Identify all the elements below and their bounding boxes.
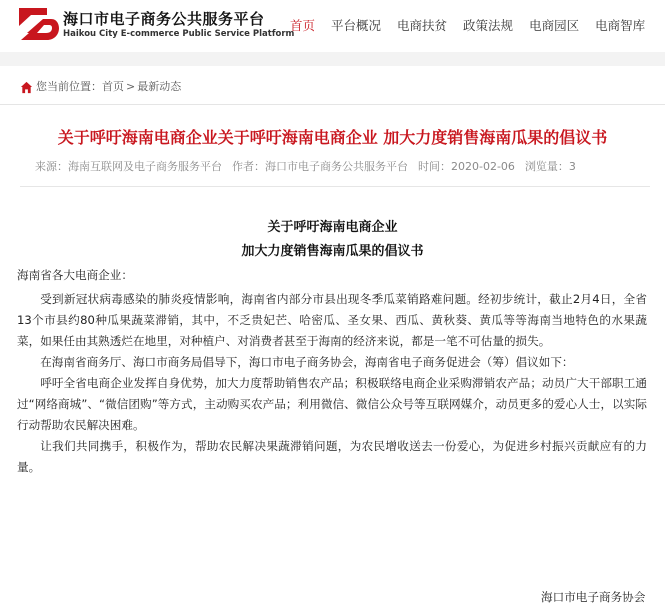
breadcrumb-latest-news-link[interactable]: 最新动态 (137, 80, 182, 93)
nav-item-home[interactable]: 首页 (290, 18, 316, 33)
article-paragraph: 受到新冠状病毒感染的肺炎疫情影响，海南省内部分市县出现冬季瓜菜销路难问题。经初步统计，截止2月4日，全省13个市县约80种瓜果蔬菜滞销，其中，不乏贵妃芒、哈密瓜、圣女果、西瓜、黄秋葵、黄瓜等等海南当地特色的水果蔬菜，如果任由其熟透烂在地里，对种植户、对消费者甚至于海南的经济来说，都是一笔不可估量的损失。 (17, 292, 647, 348)
article-salutation: 海南省各大电商企业： (17, 268, 133, 282)
breadcrumb (20, 79, 181, 95)
main-nav (290, 15, 661, 33)
brand-name-en: Haikou City E-commerce Public Service Platform (63, 29, 295, 39)
nav-item-think-tank[interactable]: 电商智库 (595, 18, 646, 33)
header-divider-band (0, 52, 665, 66)
article-paragraph: 让我们共同携手，积极作为，帮助农民解决果蔬滞销问题，为农民增收送去一份爱心，为促进乡村振兴贡献应有的力量。 (17, 439, 647, 474)
article-title: 关于呼吁海南电商企业关于呼吁海南电商企业 加大力度销售海南瓜果的倡议书 (57, 128, 608, 147)
article-body (17, 265, 647, 478)
site-header (0, 0, 665, 48)
breadcrumb-divider (0, 104, 665, 105)
article-source: 来源：海南互联网及电子商务服务平台 (35, 160, 222, 173)
article-views: 浏览量：3 (524, 160, 576, 173)
article-time: 时间：2020-02-06 (418, 160, 515, 173)
article-author: 作者：海口市电子商务公共服务平台 (232, 160, 408, 173)
title-divider (20, 186, 650, 187)
nav-item-policies[interactable]: 政策法规 (463, 18, 514, 33)
content-heading-line-1: 关于呼吁海南电商企业 (267, 220, 398, 235)
breadcrumb-home-link[interactable]: 首页 (102, 80, 124, 93)
breadcrumb-separator: > (126, 80, 136, 93)
zd-logo-icon[interactable] (17, 6, 61, 42)
article-signature: 海口市电子商务协会 (541, 590, 646, 604)
article-paragraph: 呼吁全省电商企业发挥自身优势，加大力度帮助销售农产品；积极联络电商企业采购滞销农产品；动员广大干部职工通过“网络商城”、“微信团购”等方式，主动购买农产品；利用微信、微信公众号等互联网媒介，动员更多的爱心人士，以实际行动帮助农民解决困难。 (17, 376, 647, 432)
nav-item-poverty-relief[interactable]: 电商扶贫 (397, 18, 448, 33)
nav-item-platform-overview[interactable]: 平台概况 (331, 18, 382, 33)
nav-item-ecommerce-park[interactable]: 电商园区 (529, 18, 580, 33)
brand-name-cn[interactable]: 海口市电子商务公共服务平台 (63, 10, 265, 28)
home-icon (20, 81, 33, 94)
article-paragraph: 在海南省商务厅、海口市商务局倡导下，海口市电子商务协会，海南省电子商务促进会（筹）倡议如下： (40, 355, 574, 369)
content-heading-line-2: 加大力度销售海南瓜果的倡议书 (241, 244, 424, 259)
article-meta (35, 158, 576, 174)
breadcrumb-prefix: 您当前位置： (36, 80, 102, 93)
